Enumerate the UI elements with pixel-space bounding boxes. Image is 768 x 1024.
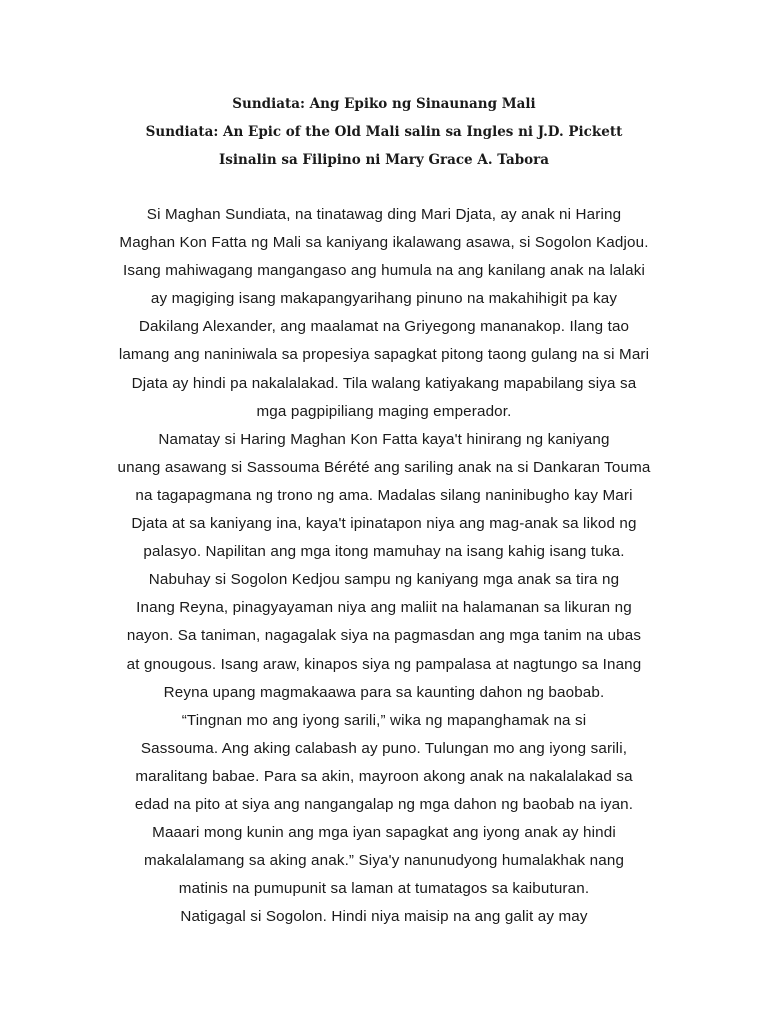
body-line: maralitang babae. Para sa akin, mayroon akong anak na nakalalakad sa bbox=[135, 767, 633, 785]
body-line: Djata ay hindi pa nakalalakad. Tila walang katiyakang mapabilang siya sa bbox=[131, 374, 637, 392]
body-line: matinis na pumupunit sa laman at tumatagos sa kaibuturan. bbox=[178, 880, 590, 898]
body-line: lamang ang naniniwala sa propesiya sapagkat pitong taong gulang na si Mari bbox=[118, 346, 650, 364]
body-line: nayon. Sa taniman, nagagalak siya na pagmasdan ang mga tanim na ubas bbox=[126, 627, 642, 645]
document-subtitle: Sundiata: An Epic of the Old Mali salin sa Ingles ni J.D. Pickett bbox=[145, 124, 623, 140]
body-line: Inang Reyna, pinagyayaman niya ang maliit na halamanan sa likuran ng bbox=[136, 599, 632, 617]
body-line: at gnougous. Isang araw, kinapos siya ng pampalasa at nagtungo sa Inang bbox=[126, 655, 642, 673]
body-line: Sassouma. Ang aking calabash ay puno. Tulungan mo ang iyong sarili, bbox=[140, 739, 628, 757]
body-line: “Tingnan mo ang iyong sarili,” wika ng mapanghamak na si bbox=[181, 711, 587, 729]
body-line: Namatay si Haring Maghan Kon Fatta kaya't hinirang ng kaniyang bbox=[158, 430, 610, 448]
body-line: Djata at sa kaniyang ina, kaya't ipinatapon niya ang mag-anak sa likod ng bbox=[131, 515, 637, 533]
body-line: Si Maghan Sundiata, na tinatawag ding Mari Djata, ay anak ni Haring bbox=[146, 206, 622, 223]
translator-credit: Isinalin sa Filipino ni Mary Grace A. Tabora bbox=[218, 152, 550, 168]
body-line: unang asawang si Sassouma Bérété ang sariling anak na si Dankaran Touma bbox=[117, 458, 651, 476]
document-title: Sundiata: Ang Epiko ng Sinaunang Mali bbox=[232, 96, 536, 112]
body-line: Maghan Kon Fatta ng Mali sa kaniyang ikalawang asawa, si Sogolon Kadjou. bbox=[119, 234, 649, 252]
body-line: Natigagal si Sogolon. Hindi niya maisip na ang galit ay may bbox=[180, 908, 588, 926]
body-line: Dakilang Alexander, ang maalamat na Griyegong mananakop. Ilang tao bbox=[138, 318, 630, 336]
body-line: palasyo. Napilitan ang mga itong mamuhay na isang kahig isang tuka. bbox=[143, 543, 625, 561]
body-line: Isang mahiwagang mangangaso ang humula na ang kanilang anak na lalaki bbox=[122, 262, 646, 280]
body-line: Reyna upang magmakaawa para sa kaunting dahon ng baobab. bbox=[163, 683, 605, 701]
body-line: edad na pito at siya ang nangangalap ng mga dahon ng baobab na iyan. bbox=[134, 795, 634, 813]
body-line: na tagapagmana ng trono ng ama. Madalas silang naninibugho kay Mari bbox=[135, 486, 633, 504]
body-line: mga pagpipiliang maging emperador. bbox=[256, 402, 512, 420]
document-body bbox=[0, 201, 768, 931]
body-line: Maaari mong kunin ang mga iyan sapagkat ang iyong anak ay hindi bbox=[152, 824, 616, 842]
body-line: Nabuhay si Sogolon Kedjou sampu ng kaniyang mga anak sa tira ng bbox=[148, 571, 620, 589]
body-line: ay magiging isang makapangyarihang pinuno na makahihigit pa kay bbox=[150, 290, 618, 308]
document-header bbox=[0, 90, 768, 174]
body-line: makalalamang sa aking anak.” Siya'y nanunudyong humalakhak nang bbox=[143, 852, 625, 870]
